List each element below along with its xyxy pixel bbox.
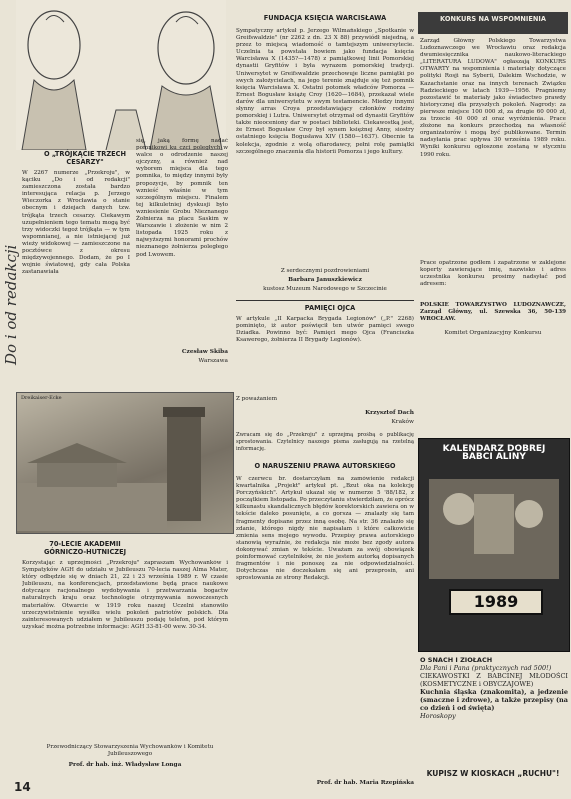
page-number: 14 xyxy=(14,780,31,794)
ad-item: Dla Pani i Pana (praktycznych rad 500!) xyxy=(420,664,552,672)
trojkacik-place: Warszawa xyxy=(198,358,228,364)
fundacja-signature: Barbara Januszkiewicz xyxy=(288,277,362,283)
ad-year: 1989 xyxy=(449,589,543,615)
akademia-signature: Prof. dr hab. inż. Władysław Longa xyxy=(68,762,182,768)
akademia-text: Korzystając z uprzejmości „Przekroju" zapraszam Wychowanków i Sympatyków AGH do udziału w Jubileuszu 70-lecia naszej Alma Mater, który odbędzie się w dniach 21, 22 i 23 września 1989 r. W czasie Jubileuszu, na konferencjach, przedstawione będą prace naukowe dotyczące racjonalnego wydobywania i przetwarzania bogactw naturalnych kraju oraz technologie otrzymywania nowoczesnych materiałów. Otwarcie w 1919 roku naszej Uczelni stanowiło urzeczywistnienie wysiłku wielu pokoleń patriotów polskich. Dla zainteresowanych udziałem w Jubileuszu podaję telefon, pod którym uzyskać można potrzebne informacje: AGH 33-81-00 wew. 30-34. xyxy=(22,560,228,630)
ad-item: O SNACH I ZIOŁACH xyxy=(420,656,493,664)
fundacja-signature-role: kustosz Muzeum Narodowego w Szczecinie xyxy=(263,286,387,292)
ad-items xyxy=(420,656,568,720)
konkurs-signature: Komitet Organizacyjny Konkursu xyxy=(444,330,542,336)
fundacja-signature-intro: Z serdecznymi pozdrowieniami xyxy=(280,268,370,274)
naruszenie-signature: Prof. dr hab. Maria Rzepińska xyxy=(316,780,414,786)
naruszenie-heading: O NARUSZENIU PRAWA AUTORSKIEGO xyxy=(254,462,396,470)
postcard-caption: Dreikaiser-Ecke xyxy=(21,395,62,401)
akademia-heading: 70-LECIE AKADEMII GÓRNICZO-HUTNICZEJ xyxy=(43,540,127,556)
divider xyxy=(236,300,414,301)
calendar-ad xyxy=(418,438,570,652)
konkurs-text: Zarząd Główny Polskiego Towarzystwa Ludoznawczego we Wrocławiu oraz redakcja dwumiesięcznika naukowo-literackiego „LITERATURA LUDOWA" ogłaszają KONKURS OTWARTY na wspomnienia i materiały dotyczące polityki Rosji na Syberii, Dalekim Wschodzie, w Kazachstanie oraz na innych terenach Związku Radzieckiego w latach 1939—1956. Pragniemy pozostawić te materiały jako świadectwo prawdy historycznej dla przyszłych pokoleń. Nagrody: za pierwsze miejsce 100 000 zł, za drugie 60 000 zł, za trzecie 40 000 zł oraz wyróżnienia. Prace złożone na konkurs przechodzą na własność organizatorów i mogą być publikowane. Termin nadsyłania prac upływa 30 września 1989 roku. Wyniki konkursu ogłoszone zostaną w styczniu 1990 roku. xyxy=(420,38,566,158)
konkurs-heading: KONKURS NA WSPOMNIENIA xyxy=(440,15,546,23)
tower-illustration xyxy=(17,403,233,531)
pamiec-text: W artykule „II Karpacka Brygada Legionów" („P." 2268) pominięto, iż autor poświęcił ten utwór pamięci swego Dziadka. Powinno być: Pamięci mego Ojca (Franciszka Ksawerego, żołnierza II Brygady Legionów). xyxy=(236,316,414,344)
fundacja-heading: FUNDACJA KSIĘCIA WARCISŁAWA xyxy=(263,14,387,22)
engraving-portraits xyxy=(16,0,226,150)
portraits-illustration xyxy=(16,0,226,150)
naruszenie-intro: Zwracam się do „Przekroju" z uprzejmą prośbą o publikację sprostowania. Czytelnicy naszego pisma zasługują na rzetelną informację. xyxy=(236,432,414,453)
pamiec-place: Kraków xyxy=(391,419,414,425)
ad-banner: KALENDARZ DOBREJ xyxy=(442,444,546,454)
trojkacik-text-left: W 2267 numerze „Przekroju", w kąciku „Do i od redakcji" zamieszczona została bardzo interesująca relacja p. Jerzego Wieczorka z Wrocławia o stanie obecnym i dziejach danych tzw. trójkąta trzech cesarzy. Ciekawym uzupełnieniem tego tematu mogą być trzy widoczki tegoż trójkąta — w tym wspomnianej, a nie istniejącej już wieży widokowej — zamieszczone na pocztówce z okresu międzywojennego. Dodam, że po I wojnie światowej, gdy cała Polska zastanawiała xyxy=(22,170,130,276)
fundacja-text: Sympatyczny artykuł p. Jerzego Wilmańskiego „Spotkanie w Greifswaldzie" (nr 2262 z dn. 23 X 88) przywiódł niejedną, a przez to miejscą wiadomość o tamtejszym uniwersytecie. Uczelnia ta powstała bowiem jako fundacja księcia Warcisława X (1435?—1478) z pamiątkowej linii Pomorskiej dynastii Gryfitów i była wyrazem pomorskiej tradycji. Uniwersytet w Greifswaldzie przechowuje liczne pamiątki po swych założycielach, na jego terenie znajduje się też pomnik księcia Warcisława X. Ostatni potomek władców Pomorza — Ernest Bogusław książę Croy (1620—1684), przekazał wiele darów dla uniwersytetu w swym testamencie. Miedzy innymi słynny arras Croya przedstawiający członków rodziny pomorskiej i Lutra. Uniwersytet otrzymał od dynastii Gryfitów także nieoceniony dar w postaci biblioteki. Ciekawostką jest, że Ernest Bogusław Croy był synem księżnej Anny, siostry ostatniego księcia Bogusława XIV (1580—1637). Obecnie ta kolekcja, zgodnie z wolą ofiarodawcy, pełni rolę pamiątki szczególnego znaczenia dla historii Pomorza i jego kultury. xyxy=(236,28,414,155)
section-side-title: Do i od redakcji xyxy=(2,244,20,366)
konkurs-address: POLSKIE TOWARZYSTWO LUDOZNAWCZE, Zarząd Główny, ul. Szewska 36, 50-139 WROCŁAW. xyxy=(420,302,566,323)
ad-item: Horoskopy xyxy=(420,712,456,720)
calendar-illustration xyxy=(419,469,569,589)
pamiec-heading: PAMIĘCI OJCA xyxy=(304,304,356,312)
ad-footer: KUPISZ W KIOSKACH „RUCHU"! xyxy=(426,769,560,778)
trojkacik-signature: Czesław Skiba xyxy=(181,349,228,355)
akademia-role: Przewodniczący Stowarzyszenia Wychowanków i Komitetu Jubileuszowego xyxy=(46,744,214,758)
ad-banner-2: BABCI ALINY xyxy=(462,452,526,462)
postcard-image xyxy=(16,392,234,534)
konkurs-address-intro: Prace opatrzone godłem i zapatrzone w zaklejone koperty zawierające imię, nazwisko i adres uczestnika konkursu prosimy nadsyłać pod adresem: xyxy=(420,260,566,288)
konkurs-heading-box xyxy=(418,12,568,34)
trojkacik-heading: O „TRÓJKĄCIE TRZECH CESARZY" xyxy=(43,150,127,166)
naruszenie-text: W czerwcu br. dostarczyłam na zamówienie redakcji kwartalnika „Projekt" artykuł pt. „Bzut oka na kolekcję Porczyńskich". Artykuł ukazał się w numerze 5 '88/182, z początkiem listopada. Po przeczytaniu stwierdziłam, że oprócz kilkunastu skandalicznych błędów korektorskich zawiera on w tekście daleko posunięte, a co gorsza — znalazły się tam fragmenty dopisane przez inną osobę. Na str. 36 znalazło się zdanie, którego nigdy nie napisałam i które całkowicie zmienia sens mojego wywodu. Przepisy prawa autorskiego stanowią wyraźnie, że redakcja nie może bez zgody autora dokonywać zmian w tekście. Uważam za swój obowiązek poinformować czytelników, że nie jestem autorką dopisanych fragmentów i nie ponoszę za nie odpowiedzialności. Dotychczas nie doczekałam się ani przeprosin, ani sprostowania ze strony Redakcji. xyxy=(236,476,414,582)
pamiec-greeting: Z poważaniem xyxy=(236,396,278,402)
pamiec-signature: Krzysztof Dach xyxy=(365,410,414,416)
ad-item: CIEKAWOSTKI Z BABCINEJ MŁODOŚCI (KOSMETYCZNE i OBYCZAJOWE) xyxy=(420,672,568,688)
ad-item: Kuchnia śląska (znakomita), a jedzenie (smaczne i zdrowe), a także przepisy (na co dzień i od święta) xyxy=(420,688,568,712)
trojkacik-text-right: się, jaką formę nadać pomnikowi ku czci poległych w walce o odrodzenie naszej ojczyzny, a również nad wyborem miejsca dla tego pomnika, to między innymi były propozycje, by pomnik ten wznieść właśnie w tym szczególnym miejscu. Finalem tej kilkuletniej dyskusji było wzniesienie Grobu Nieznanego Żołnierza na placu Saskim w Warszawie i złożenie w nim 2 listopada 1925 roku z najwyższymi honorami prochów nieznanego żołnierza poległego pod Lwowem. xyxy=(136,138,228,258)
